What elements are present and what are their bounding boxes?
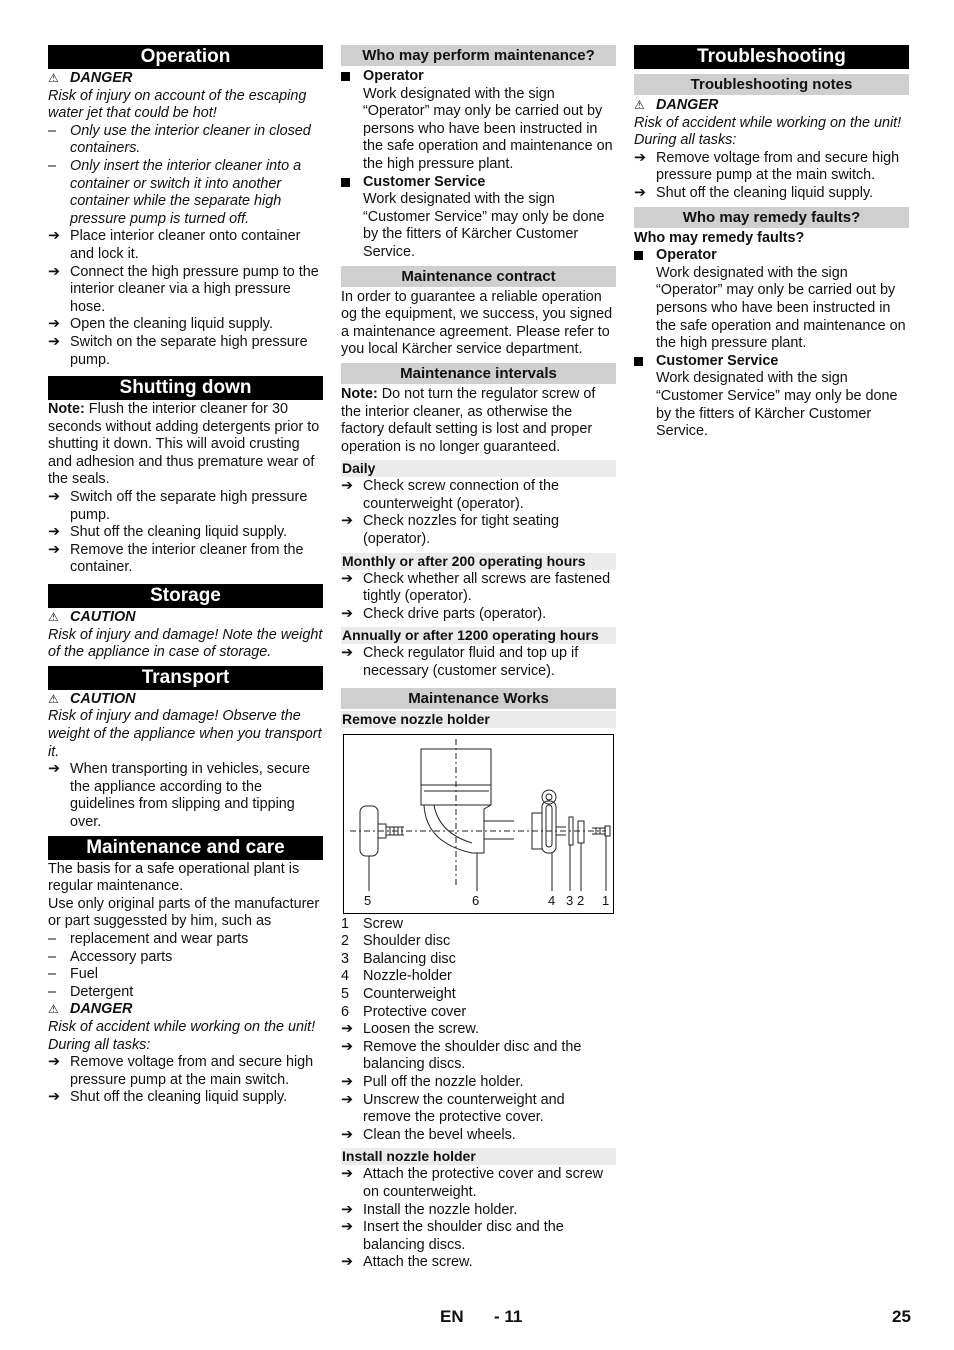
step-item: ➔ Install the nozzle holder. — [341, 1201, 518, 1218]
danger-text: Risk of accident while working on the unit! During all tasks: — [634, 114, 902, 149]
arrow-icon: ➔ — [341, 513, 354, 530]
step-item: ➔ Check regulator fluid and top up if necessary (customer service). — [341, 645, 579, 680]
arrow-icon: ➔ — [341, 1073, 354, 1090]
legend-item: 5 Counterweight — [341, 986, 456, 1002]
dash-item: – Only use the interior cleaner in closed containers. — [48, 122, 311, 157]
subheading-annually: Annually or after 1200 operating hours — [341, 627, 616, 644]
step-item: ➔ Remove voltage from and secure high pressure pump at the main switch. — [48, 1054, 314, 1088]
warning-triangle-icon: ⚠ — [48, 71, 59, 85]
heading-who-may-remedy: Who may remedy faults? — [634, 207, 909, 228]
arrow-icon: ➔ — [48, 1089, 61, 1106]
footer-page-inner: - 11 — [494, 1307, 523, 1326]
arrow-icon: ➔ — [341, 1126, 354, 1143]
nozzle-holder-diagram — [343, 734, 614, 914]
subheading-who-may-remedy: Who may remedy faults? — [634, 229, 805, 246]
step-item: ➔ Attach the screw. — [341, 1254, 473, 1271]
arrow-icon: ➔ — [341, 1091, 354, 1108]
heading-who-may-perform: Who may perform maintenance? — [341, 45, 616, 66]
arrow-icon: ➔ — [48, 1054, 61, 1071]
step-item: ➔ Clean the bevel wheels. — [341, 1126, 516, 1143]
subheading-daily: Daily — [341, 460, 616, 477]
caution-text: Risk of injury and damage! Observe the weight of the appliance when you transport it. — [48, 708, 322, 760]
danger-label: ⚠ DANGER — [48, 1001, 133, 1018]
subheading-install-nozzle-holder: Install nozzle holder — [341, 1148, 616, 1165]
step-item: ➔ Shut off the cleaning liquid supply. — [634, 184, 874, 201]
step-item: ➔ Remove the shoulder disc and the balancing discs. — [341, 1038, 582, 1073]
heading-storage: Storage — [48, 584, 323, 608]
danger-text: Risk of injury on account of the escaping water jet that could be hot! — [48, 87, 307, 122]
arrow-icon: ➔ — [48, 541, 61, 558]
dash-item: – Accessory parts — [48, 948, 173, 965]
arrow-icon: ➔ — [341, 1254, 354, 1271]
arrow-icon: ➔ — [341, 570, 354, 587]
arrow-icon: ➔ — [48, 228, 61, 245]
arrow-icon: ➔ — [341, 1201, 354, 1218]
arrow-icon: ➔ — [48, 316, 61, 333]
bullet-square-icon — [634, 251, 643, 260]
figure-label: 2 — [577, 892, 585, 908]
role-item: Customer Service Work designated with the sign “Customer Service” may only be done by the fitters of Kärcher Customer Service. — [341, 174, 616, 262]
note-paragraph: Note: Flush the interior cleaner for 30 seconds without adding detergents prior to shutting it down. This will avoid crusting and adhesion and thus premature wear of the seals. — [48, 401, 320, 488]
step-item: ➔ Shut off the cleaning liquid supply. — [48, 1089, 288, 1106]
caution-text: Risk of injury and damage! Note the weight of the appliance in case of storage. — [48, 626, 323, 661]
danger-label: ⚠ DANGER — [634, 97, 719, 113]
paragraph: The basis for a safe operational plant is regular maintenance. — [48, 860, 300, 895]
caution-label: ⚠ CAUTION — [48, 690, 136, 707]
bullet-square-icon — [341, 178, 350, 187]
role-item: Operator Work designated with the sign “Operator” may only be carried out by persons who have been instructed in the safe operation and maintenance on the high pressure plant. — [634, 247, 909, 353]
arrow-icon: ➔ — [48, 333, 61, 350]
step-item: ➔ Check drive parts (operator). — [341, 605, 547, 622]
heading-maintenance-intervals: Maintenance intervals — [341, 363, 616, 384]
arrow-icon: ➔ — [48, 761, 61, 778]
footer-language: EN — [440, 1307, 464, 1326]
step-item: ➔ Attach the protective cover and screw on counterweight. — [341, 1166, 603, 1200]
column-2 — [341, 45, 616, 1272]
heading-troubleshooting: Troubleshooting — [634, 45, 909, 69]
arrow-icon: ➔ — [48, 524, 61, 541]
step-item: ➔ Insert the shoulder disc and the balancing discs. — [341, 1219, 564, 1253]
heading-operation: Operation — [48, 45, 323, 69]
dash-item: – Detergent — [48, 983, 134, 1000]
arrow-icon: ➔ — [634, 184, 647, 201]
subheading-remove-nozzle-holder: Remove nozzle holder — [341, 711, 616, 728]
arrow-icon: ➔ — [341, 1038, 354, 1055]
arrow-icon: ➔ — [341, 645, 354, 662]
figure-label: 3 — [566, 892, 574, 908]
step-item: ➔ Unscrew the counterweight and remove the protective cover. — [341, 1091, 565, 1126]
step-item: ➔ Switch off the separate high pressure pump. — [48, 489, 308, 523]
note-paragraph: Note: Do not turn the regulator screw of the interior cleaner, as otherwise the factory default setting is lost and proper operation is no longer guaranteed. — [341, 385, 596, 455]
caution-label: ⚠ CAUTION — [48, 609, 136, 626]
heading-transport: Transport — [48, 666, 323, 690]
role-item: Customer Service Work designated with the sign “Customer Service” may only be done by the fitters of Kärcher Customer Service. — [634, 353, 909, 441]
step-item: ➔ Check screw connection of the counterweight (operator). — [341, 478, 559, 512]
arrow-icon: ➔ — [341, 605, 354, 622]
warning-triangle-icon: ⚠ — [48, 1002, 59, 1017]
step-item: ➔ When transporting in vehicles, secure the appliance according to the guidelines from slipping and tipping over. — [48, 761, 310, 830]
figure-label: 6 — [472, 892, 480, 908]
danger-label: ⚠ DANGER — [48, 70, 133, 86]
arrow-icon: ➔ — [634, 149, 647, 166]
heading-maintenance-and-care: Maintenance and care — [48, 836, 323, 860]
arrow-icon: ➔ — [341, 1021, 354, 1038]
heading-maintenance-contract: Maintenance contract — [341, 266, 616, 287]
warning-triangle-icon: ⚠ — [48, 610, 59, 625]
arrow-icon: ➔ — [48, 489, 61, 506]
bullet-square-icon — [341, 72, 350, 81]
legend-item: 3 Balancing disc — [341, 950, 456, 967]
legend-item: 2 Shoulder disc — [341, 933, 451, 950]
paragraph: In order to guarantee a reliable operation og the equipment, we success, you signed a maintenance agreement. Please refer to you local Kärcher service department. — [341, 288, 613, 358]
legend-item: 1 Screw — [341, 915, 403, 932]
warning-triangle-icon: ⚠ — [634, 98, 645, 112]
figure-label: 5 — [364, 892, 372, 908]
arrow-icon: ➔ — [48, 263, 61, 280]
heading-troubleshooting-notes: Troubleshooting notes — [634, 74, 909, 95]
footer-page-number: 25 — [892, 1307, 911, 1326]
step-item: ➔ Switch on the separate high pressure pump. — [48, 333, 308, 368]
column-3 — [634, 45, 909, 441]
step-item: ➔ Check nozzles for tight seating (operator). — [341, 513, 559, 548]
bullet-square-icon — [634, 357, 643, 366]
step-item: ➔ Connect the high pressure pump to the interior cleaner via a high pressure hose. — [48, 263, 319, 315]
nozzle-holder-drawing — [344, 735, 613, 913]
heading-shutting-down: Shutting down — [48, 376, 323, 400]
warning-triangle-icon: ⚠ — [48, 691, 59, 706]
dash-item: – Fuel — [48, 966, 98, 983]
heading-maintenance-works: Maintenance Works — [341, 688, 616, 709]
dash-item: – Only insert the interior cleaner into a container or switch it into another container while the separate high pressure pump is turned off. — [48, 157, 302, 227]
step-item: ➔ Place interior cleaner onto container and lock it. — [48, 228, 301, 262]
arrow-icon: ➔ — [341, 1166, 354, 1183]
column-1 — [48, 45, 323, 1107]
role-item: Operator Work designated with the sign “Operator” may only be carried out by persons who have been instructed in the safe operation and maintenance on the high pressure plant. — [341, 68, 616, 174]
arrow-icon: ➔ — [341, 478, 354, 495]
arrow-icon: ➔ — [341, 1219, 354, 1236]
legend-item: 4 Nozzle-holder — [341, 968, 452, 985]
dash-item: – replacement and wear parts — [48, 930, 249, 947]
step-item: ➔ Remove the interior cleaner from the container. — [48, 541, 304, 576]
step-item: ➔ Pull off the nozzle holder. — [341, 1073, 524, 1090]
step-item: ➔ Loosen the screw. — [341, 1021, 479, 1038]
step-item: ➔ Check whether all screws are fastened tightly (operator). — [341, 570, 611, 605]
paragraph: Use only original parts of the manufacturer or part suggessted by him, such as — [48, 895, 320, 930]
legend-item: 6 Protective cover — [341, 1003, 467, 1020]
figure-label: 4 — [548, 892, 556, 908]
step-item: ➔ Shut off the cleaning liquid supply. — [48, 524, 288, 541]
step-item: ➔ Open the cleaning liquid supply. — [48, 316, 273, 333]
step-item: ➔ Remove voltage from and secure high pressure pump at the main switch. — [634, 149, 900, 184]
danger-text: Risk of accident while working on the unit! During all tasks: — [48, 1018, 316, 1053]
figure-label: 1 — [602, 892, 610, 908]
subheading-monthly: Monthly or after 200 operating hours — [341, 553, 616, 570]
